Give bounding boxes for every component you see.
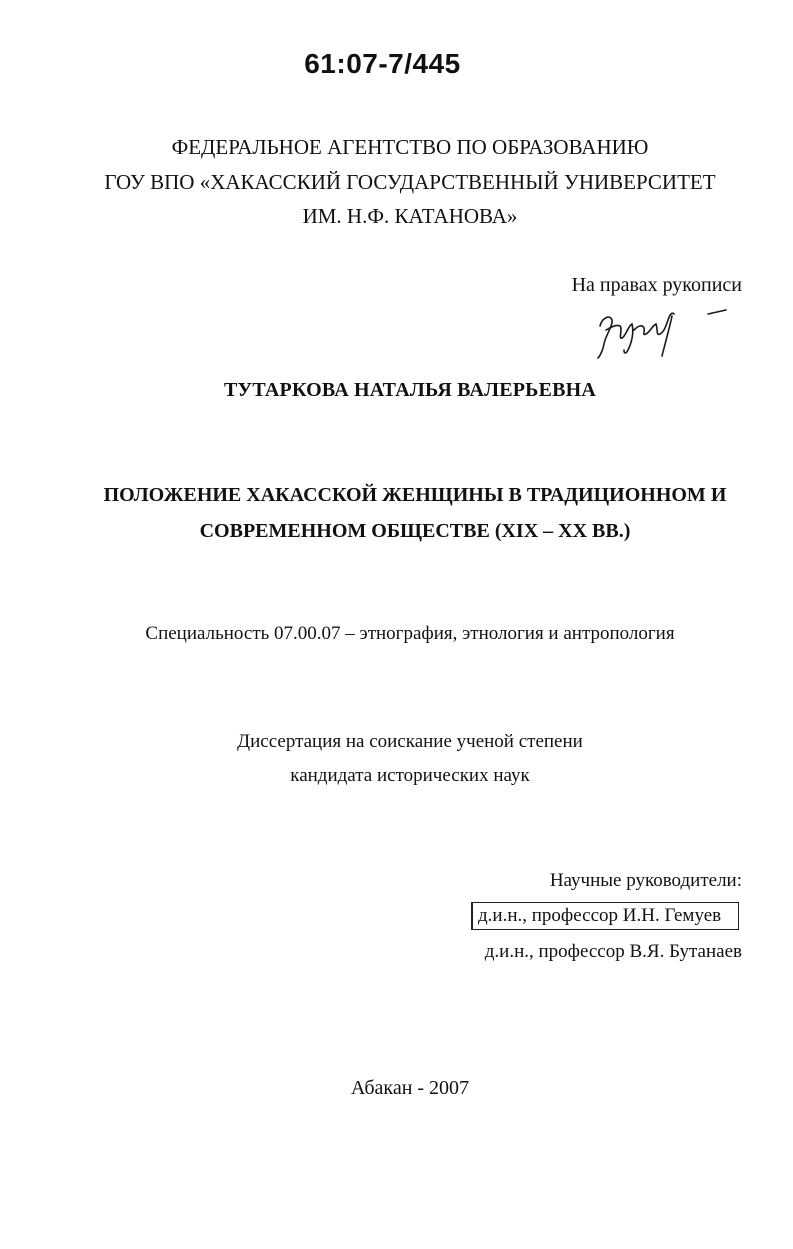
manuscript-rights: На правах рукописи	[571, 274, 742, 296]
supervisor-first: д.и.н., профессор И.Н. Гемуев	[478, 905, 722, 926]
handwritten-signature	[588, 300, 738, 362]
place-and-year: Абакан - 2007	[350, 1077, 470, 1099]
organization-line-2: ГОУ ВПО «ХАКАССКИЙ ГОСУДАРСТВЕННЫЙ УНИВЕРСИТЕТ	[104, 170, 716, 194]
speciality: Специальность 07.00.07 – этнография, этнология и антропология	[145, 623, 675, 644]
catalog-number: 61:07-7/445	[304, 48, 461, 79]
degree-line-1: Диссертация на соискание ученой степени	[237, 731, 583, 752]
degree-line-2: кандидата исторических наук	[290, 765, 530, 786]
organization-line-3: ИМ. Н.Ф. КАТАНОВА»	[302, 204, 518, 228]
author-name: ТУТАРКОВА НАТАЛЬЯ ВАЛЕРЬЕВНА	[223, 379, 597, 401]
dissertation-title-line-2: СОВРЕМЕННОМ ОБЩЕСТВЕ (XIX – XX ВВ.)	[199, 520, 631, 542]
supervisors-label: Научные руководители:	[549, 870, 742, 891]
dissertation-title-line-1: ПОЛОЖЕНИЕ ХАКАССКОЙ ЖЕНЩИНЫ В ТРАДИЦИОННОМ И	[103, 484, 727, 506]
organization-line-1: ФЕДЕРАЛЬНОЕ АГЕНТСТВО ПО ОБРАЗОВАНИЮ	[171, 135, 649, 159]
supervisor-second: д.и.н., профессор В.Я. Бутанаев	[484, 941, 742, 962]
